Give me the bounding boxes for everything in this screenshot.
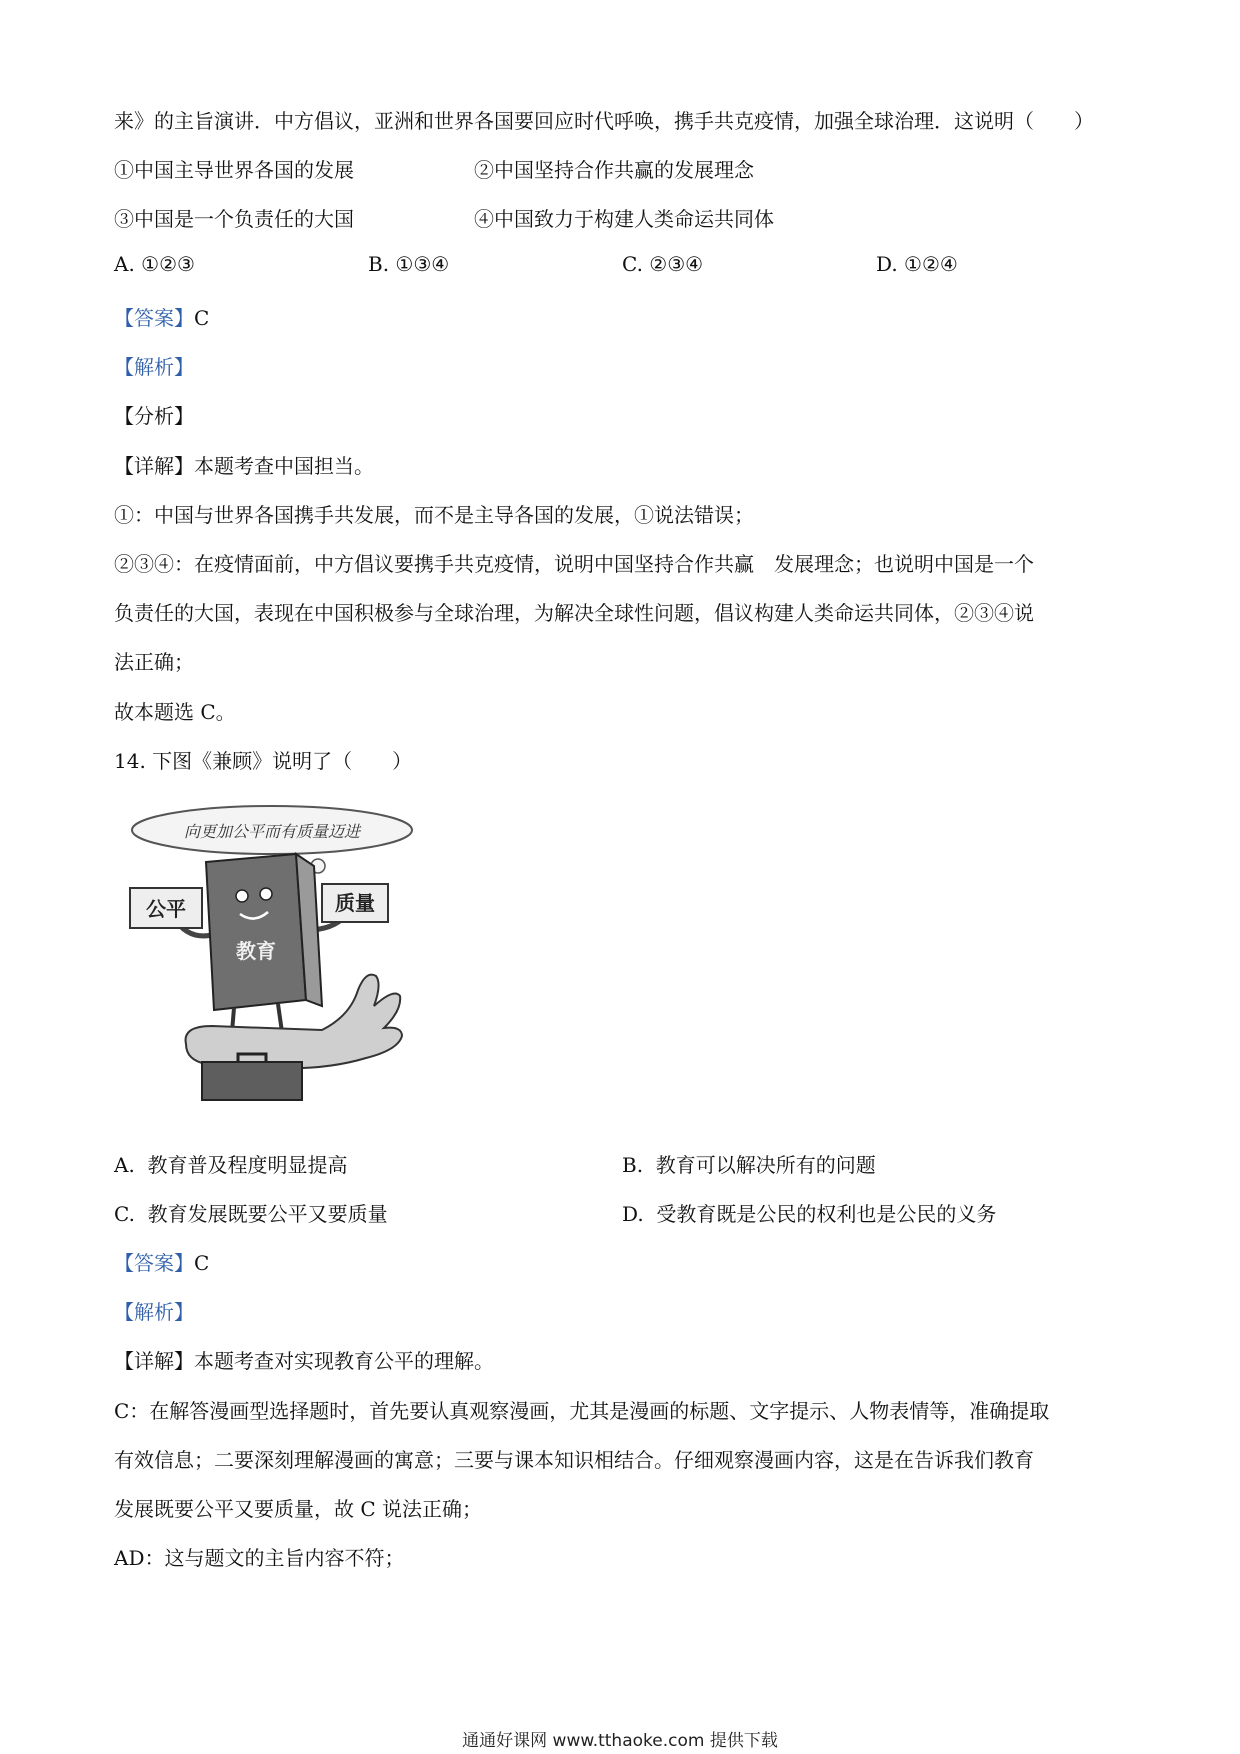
q13-detail bbox=[114, 450, 374, 479]
answer-value: C bbox=[194, 1251, 210, 1275]
detail-text: 本题考查中国担当。 bbox=[194, 454, 374, 478]
option-letter: B. bbox=[622, 1153, 644, 1177]
q14-explain-line: C：在解答漫画型选择题时，首先要认真观察漫画，尤其是漫画的标题、文字提示、人物表情等，准确提取 bbox=[114, 1399, 1050, 1423]
q14-option-b bbox=[622, 1149, 876, 1178]
cartoon-bubble-text: 向更加公平而有质量迈进 bbox=[183, 822, 361, 841]
q13-explain-line: ②③④：在疫情面前，中方倡议要携手共克疫情，说明中国坚持合作共赢 发展理念；也说明中国是一个 bbox=[114, 552, 1034, 576]
q14-explain-line: 发展既要公平又要质量，故 C 说法正确； bbox=[114, 1497, 483, 1521]
q13-item-4: ④中国致力于构建人类命运共同体 bbox=[474, 207, 774, 231]
q14-option-d bbox=[622, 1198, 996, 1227]
option-text: 教育发展既要公平又要质量 bbox=[147, 1202, 388, 1226]
option-text: 教育可以解决所有的问题 bbox=[655, 1153, 876, 1177]
answer-label: 【答案】 bbox=[114, 306, 194, 330]
q13-item-1: ①中国主导世界各国的发展 bbox=[114, 158, 354, 182]
answer-label: 【答案】 bbox=[114, 1251, 194, 1275]
option-text: 受教育既是公民的权利也是公民的义务 bbox=[656, 1202, 997, 1226]
q13-explain-line: 负责任的大国，表现在中国积极参与全球治理，为解决全球性问题，倡议构建人类命运共同体，②③④说 bbox=[114, 601, 1034, 625]
cartoon-book-text: 教育 bbox=[236, 939, 276, 963]
q13-explain-line: 法正确； bbox=[114, 650, 194, 674]
answer-value: C bbox=[194, 306, 210, 330]
q13-option-a: A. ①②③ bbox=[114, 252, 195, 276]
q13-option-b: B. ①③④ bbox=[368, 252, 450, 276]
detail-label: 【详解】 bbox=[114, 454, 194, 478]
q13-conclusion: 故本题选 C。 bbox=[114, 700, 236, 724]
q13-option-d: D. ①②④ bbox=[876, 252, 958, 276]
detail-text: 本题考查对实现教育公平的理解。 bbox=[194, 1349, 494, 1373]
q14-analysis-label: 【解析】 bbox=[114, 1300, 194, 1324]
q14-detail bbox=[114, 1345, 494, 1374]
q13-item-3: ③中国是一个负责任的大国 bbox=[114, 207, 354, 231]
q14-stem: 14. 下图《兼顾》说明了（ ） bbox=[114, 749, 413, 773]
q14-explain-line: 有效信息；二要深刻理解漫画的寓意；三要与课本知识相结合。仔细观察漫画内容，这是在告诉我们教育 bbox=[114, 1448, 1034, 1472]
cartoon-book bbox=[206, 854, 306, 1010]
q13-stem-tail: 来》的主旨演讲．中方倡议，亚洲和世界各国要回应时代呼唤，携手共克疫情，加强全球治理．这说明（ ） bbox=[114, 109, 1094, 133]
q13-item-2: ②中国坚持合作共赢的发展理念 bbox=[474, 158, 754, 182]
option-letter: D. bbox=[622, 1202, 644, 1226]
cartoon-sign-quality-text: 质量 bbox=[335, 891, 375, 915]
option-text: 教育普及程度明显提高 bbox=[147, 1153, 348, 1177]
cartoon-briefcase bbox=[202, 1062, 302, 1100]
q13-explain-line: ①：中国与世界各国携手共发展，而不是主导各国的发展，①说法错误； bbox=[114, 503, 754, 527]
q13-answer bbox=[114, 302, 209, 331]
q13-fenxi-label: 【分析】 bbox=[114, 404, 194, 428]
cartoon-eye bbox=[236, 890, 248, 902]
detail-label: 【详解】 bbox=[114, 1349, 194, 1373]
option-letter: A. bbox=[114, 1153, 135, 1177]
q14-option-a bbox=[114, 1149, 348, 1178]
page-footer: 通通好课网 www.tthaoke.com 提供下载 bbox=[462, 1731, 778, 1751]
q14-explain-line: AD：这与题文的主旨内容不符； bbox=[114, 1546, 405, 1570]
option-letter: C. bbox=[114, 1202, 135, 1226]
q13-analysis-label: 【解析】 bbox=[114, 355, 194, 379]
q13-option-c: C. ②③④ bbox=[622, 252, 704, 276]
q14-option-c bbox=[114, 1198, 388, 1227]
q14-answer bbox=[114, 1247, 209, 1276]
cartoon-sign-fairness-text: 公平 bbox=[146, 897, 186, 921]
cartoon-jiangu bbox=[126, 800, 426, 1104]
cartoon-eye bbox=[260, 888, 272, 900]
